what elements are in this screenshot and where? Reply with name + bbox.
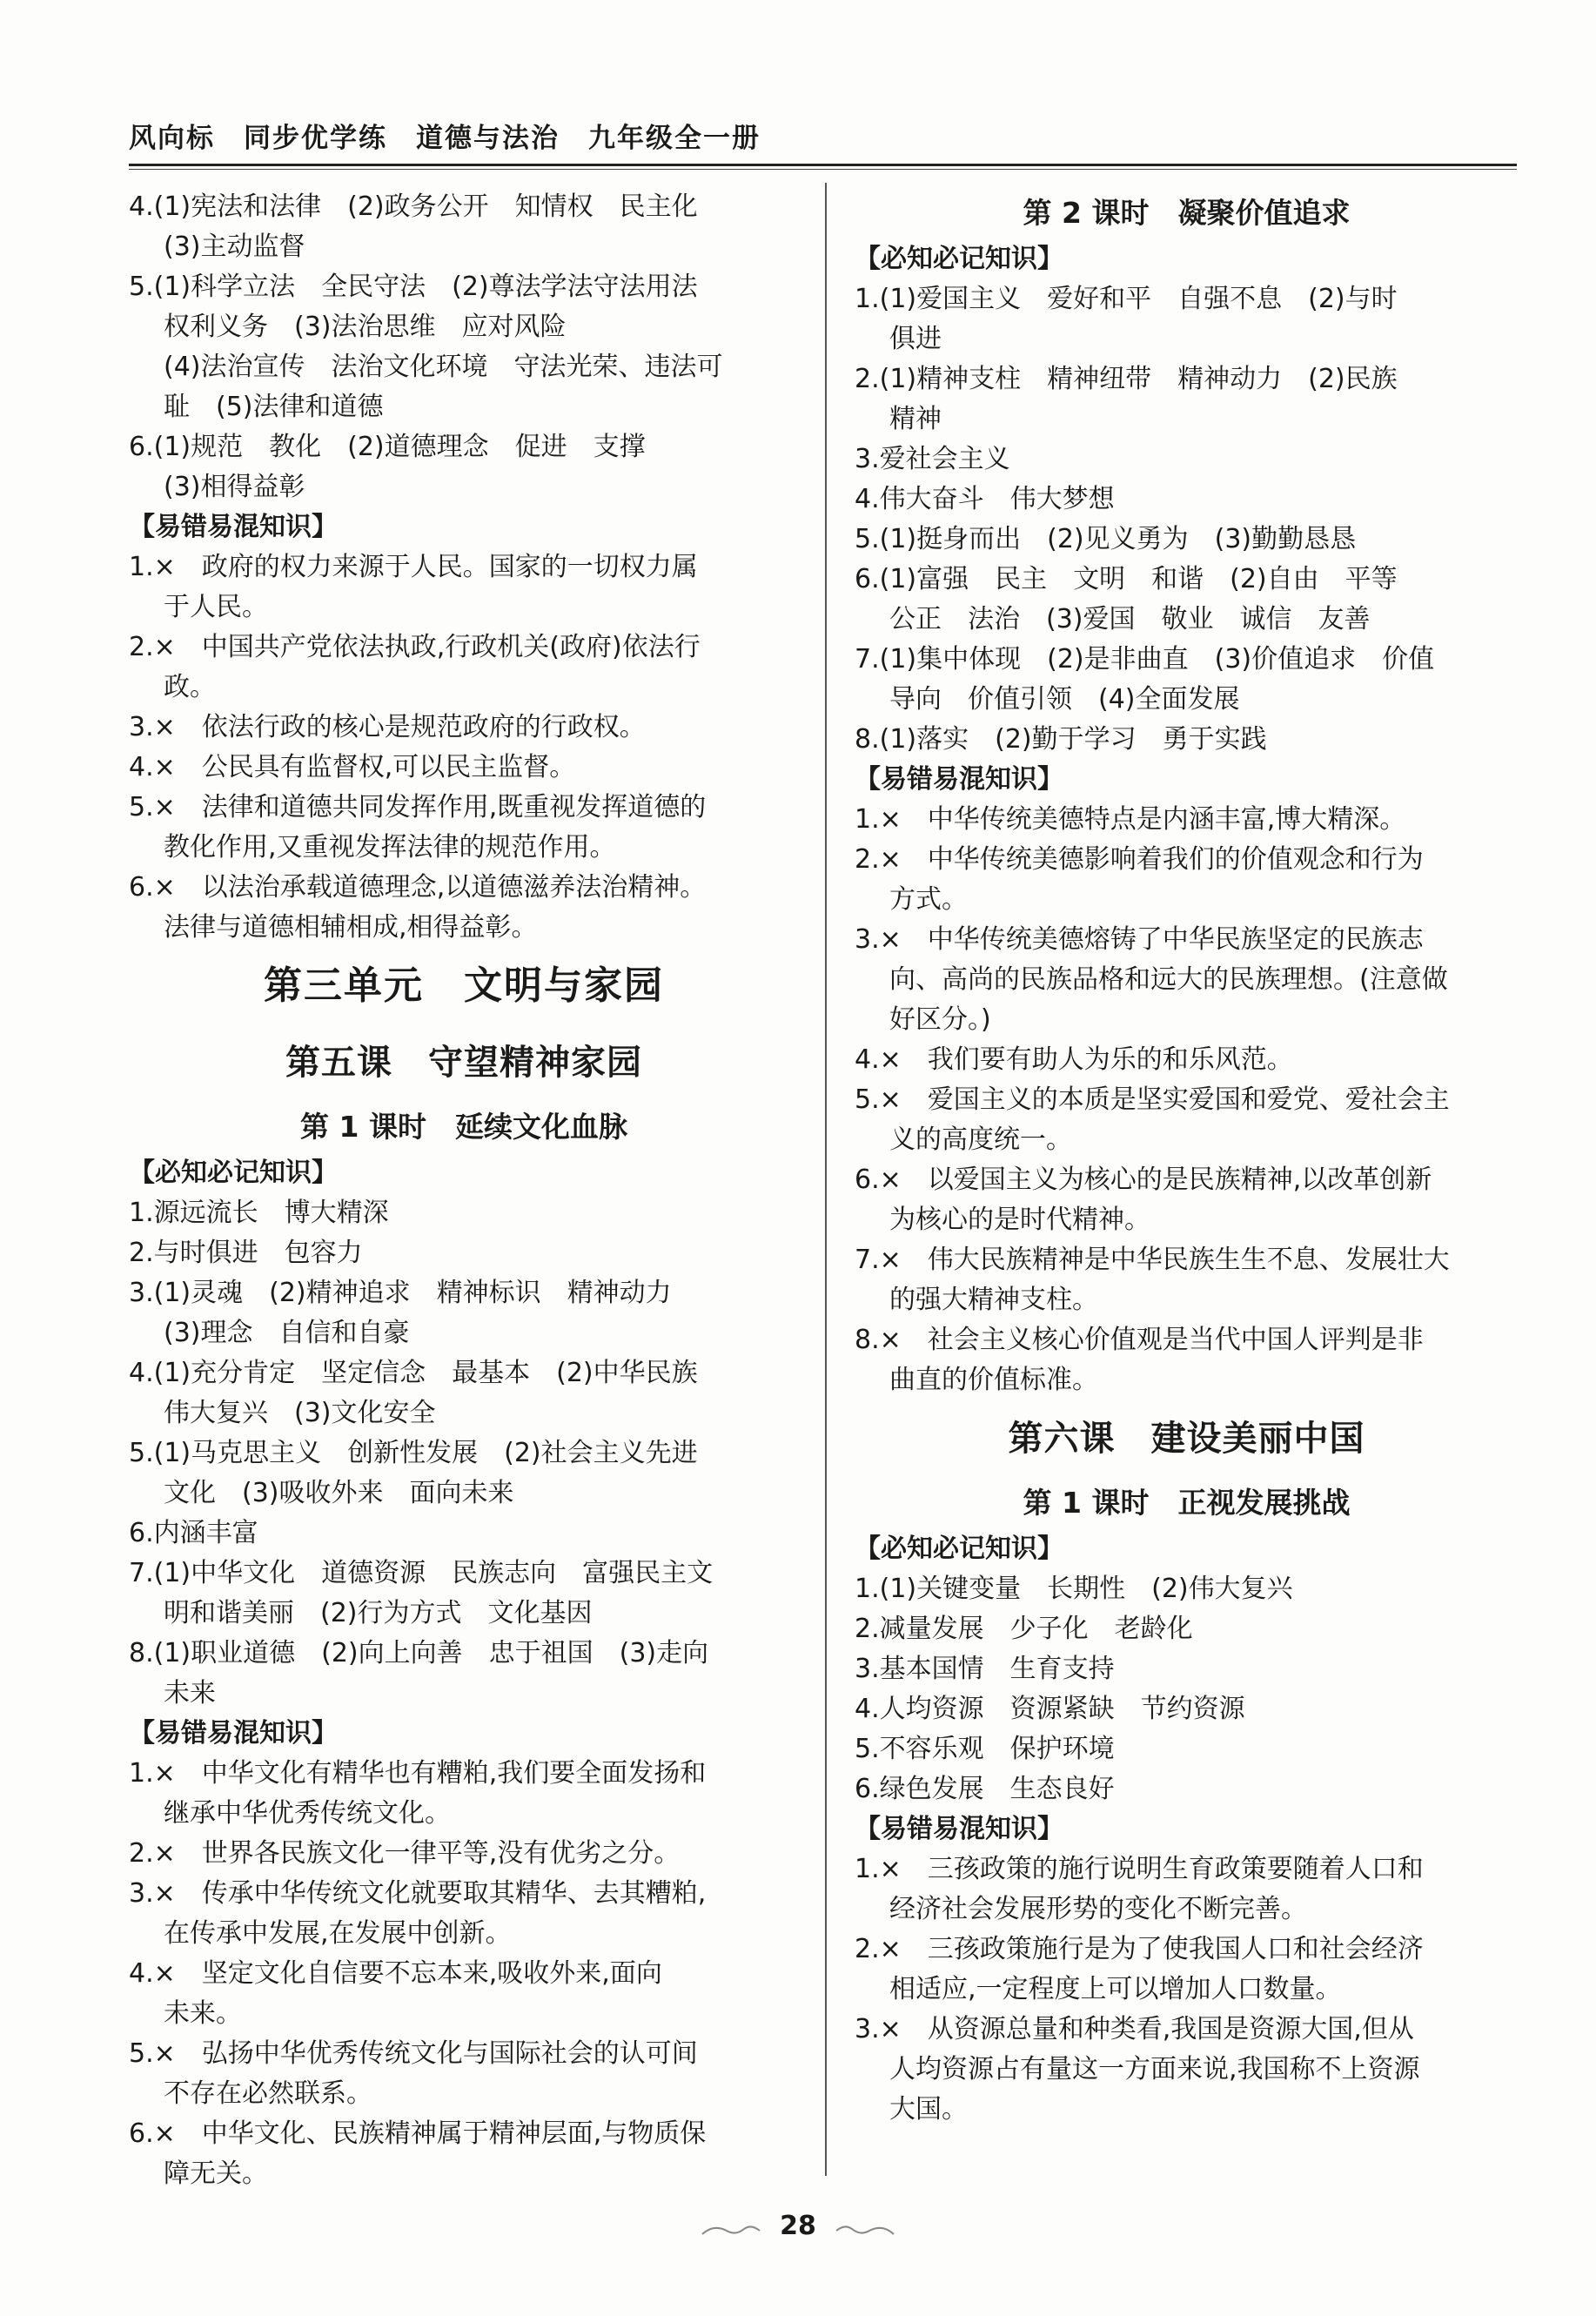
text-line: 1.× 中华文化有精华也有糟粕,我们要全面发扬和 — [129, 1758, 707, 1789]
text-line: 7.(1)中华文化 道德资源 民族志向 富强民主文 — [129, 1558, 714, 1588]
text-line: 4.× 坚定文化自信要不忘本来,吸收外来,面向 — [129, 1958, 662, 1989]
text-line: (3)相得益彰 — [164, 472, 305, 502]
text-line: 2.× 三孩政策施行是为了使我国人口和社会经济 — [855, 1934, 1424, 1964]
text-line: 3.基本国情 生育支持 — [855, 1654, 1115, 1684]
lesson-title: 第六课 建设美丽中国 — [1008, 1419, 1365, 1459]
text-line: 俱进 — [889, 324, 942, 354]
text-line: 导向 价值引领 (4)全面发展 — [889, 684, 1240, 715]
text-line: (3)理念 自信和自豪 — [164, 1318, 410, 1348]
header-rule-thick — [129, 164, 1517, 166]
unit-title: 第三单元 文明与家园 — [264, 963, 664, 1008]
text-line: 5.(1)马克思主义 创新性发展 (2)社会主义先进 — [129, 1438, 698, 1468]
text-line: 政。 — [164, 672, 216, 702]
text-line: 6.内涵丰富 — [129, 1518, 258, 1548]
text-line: 方式。 — [889, 884, 968, 915]
text-line: 5.× 爱国主义的本质是坚实爱国和爱党、爱社会主 — [855, 1084, 1450, 1115]
text-line: 2.(1)精神支柱 精神纽带 精神动力 (2)民族 — [855, 364, 1398, 394]
running-header — [129, 113, 1517, 164]
lesson-title: 第五课 守望精神家园 — [285, 1043, 642, 1083]
header-title: 风向标 同步优学练 道德与法治 九年级全一册 — [129, 123, 761, 154]
text-line: 1.(1)关键变量 长期性 (2)伟大复兴 — [855, 1574, 1293, 1604]
text-line: 2.× 中华传统美德影响着我们的价值观念和行为 — [855, 844, 1424, 875]
text-line: 8.(1)落实 (2)勤于学习 勇于实践 — [855, 724, 1267, 755]
text-line: 伟大复兴 (3)文化安全 — [164, 1398, 436, 1428]
text-line: 7.× 伟大民族精神是中华民族生生不息、发展壮大 — [855, 1245, 1450, 1275]
text-line: 2.× 中国共产党依法执政,行政机关(政府)依法行 — [129, 632, 701, 662]
text-line: 4.伟大奋斗 伟大梦想 — [855, 484, 1115, 514]
text-line: 权利义务 (3)法治思维 应对风险 — [164, 312, 567, 342]
text-line: 法律与道德相辅相成,相得益彰。 — [164, 912, 538, 943]
text-line: 2.与时俱进 包容力 — [129, 1238, 363, 1268]
section-label: 【易错易混知识】 — [855, 1814, 1063, 1844]
text-line: 4.人均资源 资源紧缺 节约资源 — [855, 1694, 1245, 1724]
text-line: 8.× 社会主义核心价值观是当代中国人评判是非 — [855, 1325, 1424, 1355]
header-rule-thin — [129, 169, 1517, 170]
text-line: 教化作用,又重视发挥法律的规范作用。 — [164, 832, 616, 863]
text-line: 6.(1)富强 民主 文明 和谐 (2)自由 平等 — [855, 564, 1398, 594]
text-line: 8.(1)职业道德 (2)向上向善 忠于祖国 (3)走向 — [129, 1638, 709, 1668]
section-label: 【易错易混知识】 — [855, 764, 1063, 795]
left-ornament-icon — [701, 2222, 761, 2239]
text-line: 1.× 中华传统美德特点是内涵丰富,博大精深。 — [855, 804, 1406, 835]
text-line: 5.(1)科学立法 全民守法 (2)尊法学法守法用法 — [129, 272, 698, 302]
text-line: 4.(1)充分肯定 坚定信念 最基本 (2)中华民族 — [129, 1358, 698, 1388]
section-label: 【必知必记知识】 — [855, 1534, 1063, 1564]
text-line: (4)法治宣传 法治文化环境 守法光荣、违法可 — [164, 352, 723, 382]
text-line: 经济社会发展形势的变化不断完善。 — [889, 1894, 1307, 1924]
text-line: 1.× 政府的权力来源于人民。国家的一切权力属 — [129, 552, 698, 582]
text-line: 为核心的是时代精神。 — [889, 1205, 1150, 1235]
text-line: 未来。 — [164, 1998, 242, 2029]
text-line: 曲直的价值标准。 — [889, 1365, 1098, 1395]
section-label: 【必知必记知识】 — [855, 244, 1063, 274]
text-line: 1.× 三孩政策的施行说明生育政策要随着人口和 — [855, 1854, 1424, 1884]
text-line: 大国。 — [889, 2094, 968, 2125]
text-line: 障无关。 — [164, 2158, 268, 2189]
text-line: 3.× 从资源总量和种类看,我国是资源大国,但从 — [855, 2014, 1414, 2044]
text-line: 不存在必然联系。 — [164, 2078, 372, 2109]
text-line: 5.× 弘扬中华优秀传统文化与国际社会的认可间 — [129, 2038, 698, 2069]
text-line: 3.爱社会主义 — [855, 444, 1010, 474]
section-label: 【易错易混知识】 — [129, 512, 338, 542]
text-line: 5.(1)挺身而出 (2)见义勇为 (3)勤勤恳恳 — [855, 524, 1357, 554]
text-line: 精神 — [889, 404, 942, 434]
text-line: 相适应,一定程度上可以增加人口数量。 — [889, 1974, 1342, 2004]
period-title: 第 1 课时 正视发展挑战 — [1023, 1486, 1351, 1520]
text-line: 于人民。 — [164, 592, 268, 622]
text-line: 7.(1)集中体现 (2)是非曲直 (3)价值追求 价值 — [855, 644, 1435, 675]
period-title: 第 2 课时 凝聚价值追求 — [1023, 196, 1351, 230]
text-line: 好区分。) — [889, 1004, 991, 1035]
text-line: 1.(1)爱国主义 爱好和平 自强不息 (2)与时 — [855, 284, 1398, 314]
text-line: 在传承中发展,在发展中创新。 — [164, 1918, 512, 1949]
text-line: 5.不容乐观 保护环境 — [855, 1734, 1115, 1764]
text-line: 向、高尚的民族品格和远大的民族理想。(注意做 — [889, 964, 1448, 995]
left-column — [129, 187, 799, 2194]
text-line: 的强大精神支柱。 — [889, 1285, 1098, 1315]
text-line: 6.(1)规范 教化 (2)道德理念 促进 支撑 — [129, 432, 646, 462]
column-divider — [825, 183, 827, 2176]
text-line: 未来 — [164, 1678, 216, 1708]
right-ornament-icon — [835, 2222, 895, 2239]
text-line: 3.(1)灵魂 (2)精神追求 精神标识 精神动力 — [129, 1278, 672, 1308]
text-line: 明和谐美丽 (2)行为方式 文化基因 — [164, 1598, 593, 1628]
text-line: 公正 法治 (3)爱国 敬业 诚信 友善 — [889, 604, 1371, 634]
right-column — [855, 187, 1519, 2130]
period-title: 第 1 课时 延续文化血脉 — [300, 1110, 627, 1144]
text-line: 6.× 中华文化、民族精神属于精神层面,与物质保 — [129, 2118, 707, 2149]
text-line: (3)主动监督 — [164, 232, 305, 262]
text-line: 6.× 以法治承载道德理念,以道德滋养法治精神。 — [129, 872, 707, 903]
section-label: 【易错易混知识】 — [129, 1718, 338, 1749]
text-line: 4.(1)宪法和法律 (2)政务公开 知情权 民主化 — [129, 191, 698, 222]
text-line: 4.× 我们要有助人为乐的和乐风范。 — [855, 1044, 1293, 1075]
text-line: 文化 (3)吸收外来 面向未来 — [164, 1478, 514, 1508]
page-number: 28 — [780, 2211, 816, 2241]
text-line: 2.减量发展 少子化 老龄化 — [855, 1614, 1193, 1644]
text-line: 5.× 法律和道德共同发挥作用,既重视发挥道德的 — [129, 792, 707, 822]
section-label: 【必知必记知识】 — [129, 1158, 338, 1188]
text-line: 6.绿色发展 生态良好 — [855, 1774, 1115, 1804]
text-line: 人均资源占有量这一方面来说,我国称不上资源 — [889, 2054, 1420, 2084]
text-line: 义的高度统一。 — [889, 1124, 1072, 1155]
text-line: 耻 (5)法律和道德 — [164, 392, 384, 422]
text-line: 4.× 公民具有监督权,可以民主监督。 — [129, 752, 576, 782]
text-line: 1.源远流长 博大精深 — [129, 1198, 389, 1228]
text-line: 3.× 中华传统美德熔铸了中华民族坚定的民族志 — [855, 924, 1424, 955]
text-line: 继承中华优秀传统文化。 — [164, 1798, 451, 1829]
text-line: 3.× 传承中华传统文化就要取其精华、去其糟粕, — [129, 1878, 707, 1909]
text-line: 3.× 依法行政的核心是规范政府的行政权。 — [129, 712, 646, 742]
page-footer — [0, 2200, 1596, 2252]
text-line: 6.× 以爱国主义为核心的是民族精神,以改革创新 — [855, 1165, 1432, 1195]
text-line: 2.× 世界各民族文化一律平等,没有优劣之分。 — [129, 1838, 681, 1869]
